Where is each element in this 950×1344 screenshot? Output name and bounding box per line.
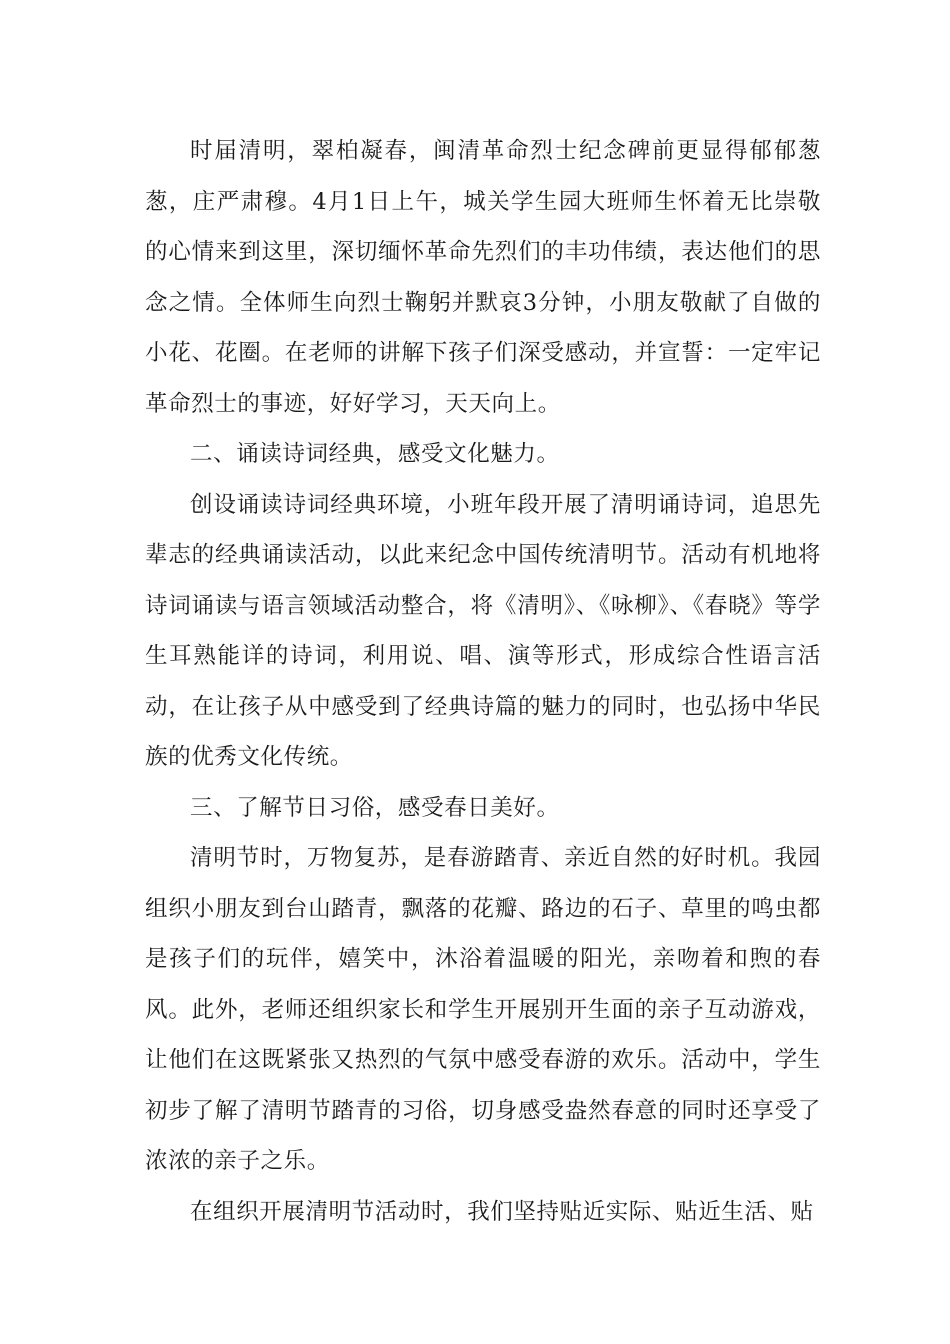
paragraph-summary-start: 在组织开展清明节活动时，我们坚持贴近实际、贴近生活、贴 bbox=[190, 1198, 814, 1225]
section-heading-customs: 三、了解节日习俗，感受春日美好。 bbox=[190, 794, 560, 821]
paragraph-spring-outing: 清明节时，万物复苏，是春游踏青、亲近自然的好时机。我园组织小朋友到台山踏青，飘落的花瓣、路边的石子、草里的鸣虫都是孩子们的玩伴，嬉笑中，沐浴着温暖的阳光，亲吻着和煦的春风。此外，老师还组织家长和学生开展别开生面的亲子互动游戏，让他们在这既紧张又热烈的气氛中感受春游的欢乐。活动中，学生初步了解了清明节踏青的习俗，切身感受盎然春意的同时还享受了浓浓的亲子之乐。 bbox=[145, 845, 821, 1174]
paragraph-poetry-reading: 创设诵读诗词经典环境，小班年段开展了清明诵诗词，追思先辈志的经典诵读活动，以此来纪念中国传统清明节。活动有机地将诗词诵读与语言领域活动整合，将《清明》、《咏柳》、《春晓》等学生耳熟能详的诗词，利用说、唱、演等形式，形成综合性语言活动，在让孩子从中感受到了经典诗篇的魅力的同时，也弘扬中华民族的优秀文化传统。 bbox=[145, 491, 821, 770]
document-body bbox=[145, 126, 821, 1237]
section-heading-poetry: 二、诵读诗词经典，感受文化魅力。 bbox=[190, 441, 560, 467]
paragraph-memorial-visit: 时届清明，翠柏凝春，闽清革命烈士纪念碑前更显得郁郁葱葱，庄严肃穆。4月1日上午，城关学生园大班师生怀着无比崇敬的心情来到这里，深切缅怀革命先烈们的丰功伟绩，表达他们的思念之情。全体师生向烈士鞠躬并默哀3分钟，小朋友敬献了自做的小花、花圈。在老师的讲解下孩子们深受感动，并宣誓：一定牢记革命烈士的事迹，好好学习，天天向上。 bbox=[145, 138, 821, 417]
